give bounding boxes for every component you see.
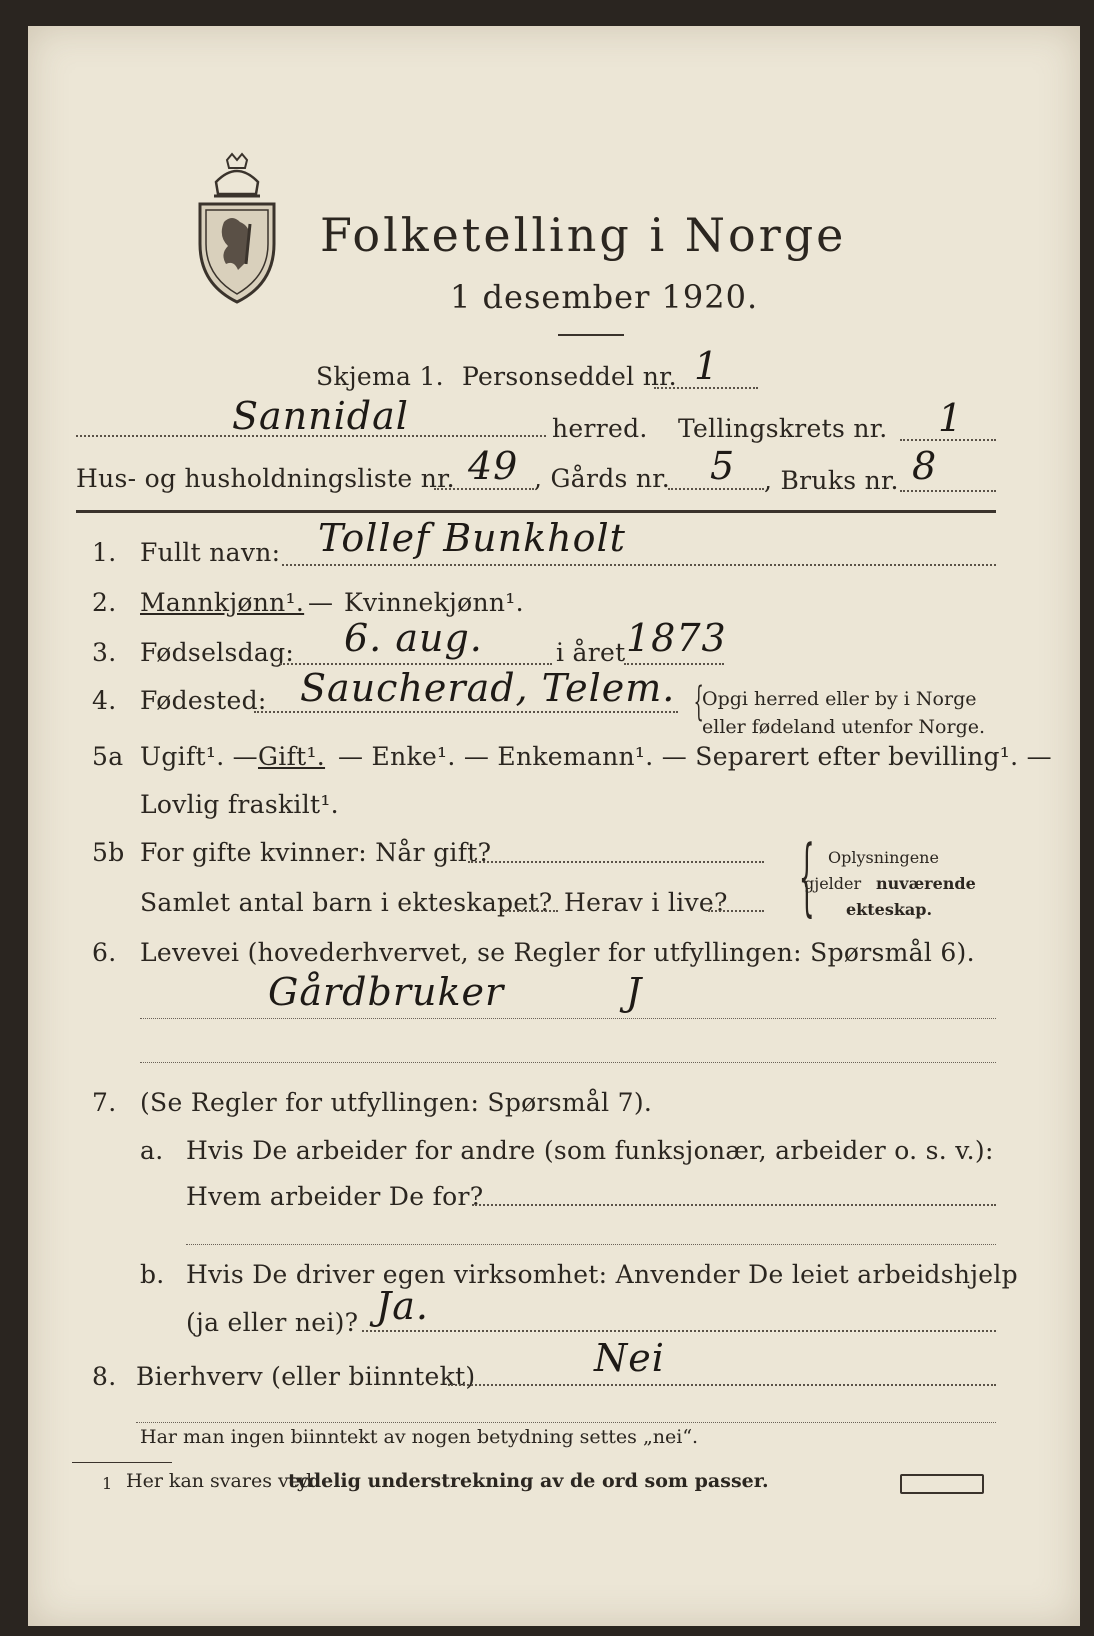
q2-female-option: Kvinnekjønn¹. [344, 588, 524, 617]
q5b-note-3: ekteskap. [846, 900, 933, 919]
q5b-children-field-line [502, 910, 558, 912]
q3-field-line [280, 663, 552, 665]
herred-label: herred. [552, 414, 648, 443]
personseddel-label: Personseddel nr. [462, 362, 677, 391]
q8-number: 8. [92, 1362, 117, 1391]
q8-field-line-2 [136, 1422, 996, 1423]
q5b-alive-field-line [708, 910, 764, 912]
q4-value: Saucherad, Telem. [300, 666, 676, 710]
q7-label: (Se Regler for utfyllingen: Spørsmål 7). [140, 1088, 653, 1117]
bruks-field-line [900, 490, 996, 492]
q3-year-field-line [624, 663, 724, 665]
q5b-label-alive: Herav i live? [564, 888, 728, 917]
personseddel-field-line [654, 387, 758, 389]
q5b-note-2b: nuværende [876, 874, 976, 893]
q4-brace: { [693, 679, 704, 725]
q8-field-line [448, 1384, 996, 1386]
printer-stamp-icon [900, 1474, 984, 1494]
bruks-value: 8 [912, 444, 938, 488]
gards-field-line [668, 488, 764, 490]
q6-value: Gårdbruker [268, 970, 505, 1014]
q5b-label-children: Samlet antal barn i ekteskapet? [140, 888, 553, 917]
footnote-number: 1 [102, 1474, 113, 1493]
herred-value: Sannidal [232, 394, 409, 438]
q5b-note-1: Oplysningene [828, 848, 939, 867]
herred-field-line [76, 435, 546, 437]
footnote-rule [72, 1462, 172, 1463]
q3-value: 6. aug. [344, 616, 483, 660]
bruks-label: , Bruks nr. [764, 466, 899, 495]
q1-number: 1. [92, 538, 117, 567]
q5b-label-married: For gifte kvinner: Når gift? [140, 838, 492, 867]
personseddel-value: 1 [694, 344, 720, 388]
tellingskrets-value: 1 [938, 396, 964, 440]
q5a-other-options: — Enke¹. — Enkemann¹. — Separert efter bevilling¹. — [338, 742, 1052, 771]
q2-male-option: Mannkjønn¹. [140, 588, 305, 617]
q2-number: 2. [92, 588, 117, 617]
tellingskrets-field-line [900, 439, 996, 441]
q7a-number: a. [140, 1136, 164, 1165]
q3-number: 3. [92, 638, 117, 667]
q7b-question: Hvis De driver egen virksomhet: Anvender De leiet arbeidshjelp [186, 1260, 1018, 1289]
q4-number: 4. [92, 686, 117, 715]
q4-note-2: eller fødeland utenfor Norge. [702, 716, 986, 738]
form-title: Folketelling i Norge [320, 208, 847, 262]
q4-note-1: Opgi herred eller by i Norge [702, 688, 977, 710]
form-date: 1 desember 1920. [450, 278, 759, 316]
q5b-married-field-line [468, 861, 764, 863]
husliste-label: Hus- og husholdningsliste nr. [76, 464, 455, 493]
tellingskrets-label: Tellingskrets nr. [678, 414, 888, 443]
q6-number: 6. [92, 938, 117, 967]
husliste-field-line [434, 488, 534, 490]
q8-value: Nei [594, 1336, 665, 1380]
q3-year-value: 1873 [626, 616, 727, 660]
q7b-yes-no-label: (ja eller nei)? [186, 1308, 359, 1337]
q7a-employer-field-line [472, 1204, 996, 1206]
footnote-text-b: tydelig understrekning av de ord som passer. [288, 1470, 769, 1492]
footer-note: Har man ingen biinntekt av nogen betydning settes „nei“. [140, 1426, 699, 1448]
q8-label: Bierhverv (eller biinntekt) [136, 1362, 476, 1391]
q5b-note-2a: gjelder [804, 874, 862, 893]
footnote-text-a: Her kan svares ved [126, 1470, 313, 1492]
q1-value: Tollef Bunkholt [318, 516, 626, 560]
q6-mark: J [626, 970, 643, 1014]
gards-value: 5 [710, 444, 736, 488]
coat-of-arms-icon [194, 152, 280, 304]
q7a-field-line-2 [186, 1244, 996, 1245]
schema-label: Skjema 1. [316, 362, 444, 391]
q5a-fraskilt-option: Lovlig fraskilt¹. [140, 790, 339, 819]
q7a-question: Hvis De arbeider for andre (som funksjonær, arbeider o. s. v.): [186, 1136, 994, 1165]
census-form [28, 26, 1080, 1626]
q1-label: Fullt navn: [140, 538, 281, 567]
q5b-number: 5b [92, 838, 125, 867]
q7b-value: Ja. [376, 1284, 429, 1328]
q7b-field-line [362, 1330, 996, 1332]
q3-label: Fødselsdag: [140, 638, 295, 667]
husliste-value: 49 [468, 444, 519, 488]
q5a-number: 5a [92, 742, 124, 771]
title-divider [558, 334, 624, 336]
q5b-brace: { [798, 827, 815, 925]
q2-separator: — [308, 588, 334, 617]
q7-number: 7. [92, 1088, 117, 1117]
q6-field-line-1 [140, 1018, 996, 1019]
gards-label: , Gårds nr. [534, 464, 671, 493]
q1-field-line [282, 564, 996, 566]
q5a-gift-option: Gift¹. [258, 742, 326, 771]
q3-year-label: i året [556, 638, 626, 667]
header-rule [76, 510, 996, 513]
q6-label: Levevei (hovederhvervet, se Regler for utfyllingen: Spørsmål 6). [140, 938, 975, 967]
q5a-ugift-option: Ugift¹. — [140, 742, 258, 771]
q4-field-line [254, 711, 678, 713]
q6-field-line-2 [140, 1062, 996, 1063]
q7a-employer-label: Hvem arbeider De for? [186, 1182, 484, 1211]
q7b-number: b. [140, 1260, 165, 1289]
q4-label: Fødested: [140, 686, 267, 715]
